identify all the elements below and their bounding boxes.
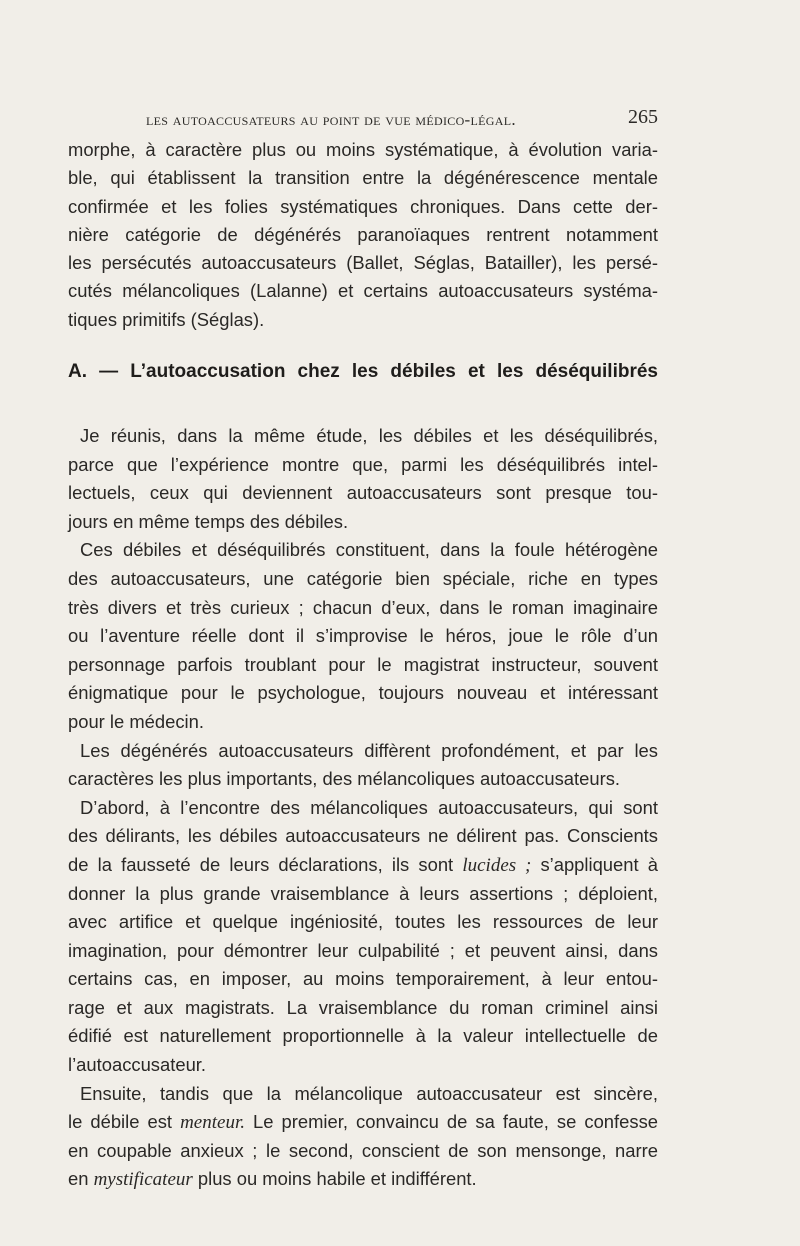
text-line: ou l’aventure réelle dont il s’improvise le héros, joue le rôle d’un <box>68 625 658 647</box>
text-line: avec artifice et quelque ingéniosité, toutes les ressources de leur <box>68 911 658 933</box>
text-line: morphe, à caractère plus ou moins systématique, à évolution varia- <box>68 139 658 160</box>
text-line: nière catégorie de dégénérés paranoïaques rentrent notamment <box>68 223 658 245</box>
paragraph-5 <box>68 1080 658 1194</box>
text-line: énigmatique pour le psychologue, toujours nouveau et intéressant <box>68 682 658 704</box>
text-run: s’appliquent à <box>531 853 658 875</box>
paragraph-4 <box>68 794 658 1080</box>
italic-term: lucides ; <box>462 854 532 876</box>
text-line: des autoaccusateurs, une catégorie bien spéciale, riche en types <box>68 567 658 589</box>
text-line: confirmée et les folies systématiques chroniques. Dans cette der- <box>68 195 658 217</box>
text-line <box>68 1108 658 1137</box>
text-line: Ensuite, tandis que la mélancolique autoaccusateur est sincère, <box>80 1082 658 1104</box>
text-line: donner la plus grande vraisemblance à leurs assertions ; déploient, <box>68 882 658 904</box>
text-run: le débile est <box>68 1111 181 1133</box>
intro-paragraph <box>68 136 658 334</box>
text-line: pour le médecin. <box>68 710 204 732</box>
running-head <box>146 108 658 132</box>
text-line: Ces débiles et déséquilibrés constituent, dans la foule hétérogène <box>80 539 658 561</box>
text-line: cutés mélancoliques (Lalanne) et certains autoaccusateurs systéma- <box>68 280 658 302</box>
text-line: Je réunis, dans la même étude, les débiles et les déséquilibrés, <box>80 425 658 446</box>
text-line: tiques primitifs (Séglas). <box>68 308 265 330</box>
text-line <box>68 1165 658 1194</box>
text-line: l’autoaccusateur. <box>68 1054 207 1076</box>
text-line: personnage parfois troublant pour le magistrat instructeur, souvent <box>68 653 658 675</box>
page-number: 265 <box>628 106 658 128</box>
text-line: Les dégénérés autoaccusateurs diffèrent profondément, et par les <box>80 739 658 761</box>
paragraph-1 <box>68 422 658 536</box>
text-line: imagination, pour démontrer leur culpabilité ; et peuvent ainsi, dans <box>68 939 658 961</box>
running-title: les autoaccusateurs au point de vue médico-légal. <box>146 110 516 129</box>
paragraph-2 <box>68 536 658 736</box>
text-run: Le premier, convaincu de sa faute, se confesse <box>244 1111 658 1133</box>
section-body <box>68 422 658 1194</box>
text-run: en <box>68 1168 94 1190</box>
text-line: les persécutés autoaccusateurs (Ballet, Séglas, Batailler), les persé- <box>68 252 658 274</box>
text-run: plus ou moins habile et indifférent. <box>192 1168 477 1190</box>
text-line: des délirants, les débiles autoaccusateurs ne délirent pas. Conscients <box>68 825 658 847</box>
section-heading: A. — L’autoaccusation chez les débiles et les déséquilibrés <box>68 361 658 382</box>
text-line: ble, qui établissent la transition entre la dégénérescence mentale <box>68 167 658 189</box>
text-line: très divers et très curieux ; chacun d’eux, dans le roman imaginaire <box>68 596 658 618</box>
text-line: édifié est naturellement proportionnelle à la valeur intellectuelle de <box>68 1025 658 1047</box>
text-line <box>68 851 658 880</box>
text-line: lectuels, ceux qui deviennent autoaccusateurs sont presque tou- <box>68 482 658 504</box>
text-line: en coupable anxieux ; le second, conscient de son mensonge, narre <box>68 1139 658 1161</box>
italic-term: menteur. <box>180 1112 245 1134</box>
text-line: D’abord, à l’encontre des mélancoliques autoaccusateurs, qui sont <box>80 796 658 818</box>
text-line: jours en même temps des débiles. <box>68 510 349 532</box>
text-line: parce que l’expérience montre que, parmi les déséquilibrés intel- <box>68 453 658 475</box>
text-run: de la fausseté de leurs déclarations, ils sont <box>68 853 463 875</box>
italic-term: mystificateur <box>93 1169 193 1191</box>
text-line: certains cas, en imposer, au moins temporairement, à leur entou- <box>68 968 658 990</box>
text-line: rage et aux magistrats. La vraisemblance du roman criminel ainsi <box>68 996 658 1018</box>
text-line: caractères les plus importants, des mélancoliques autoaccusateurs. <box>68 768 620 790</box>
paragraph-3 <box>68 737 658 794</box>
